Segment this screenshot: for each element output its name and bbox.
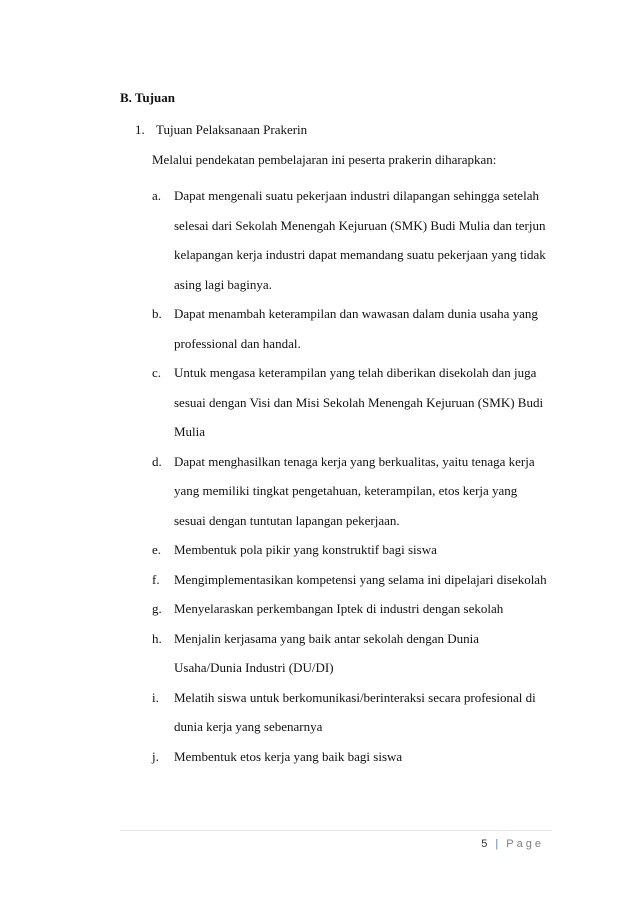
- list-item-continuation: [152, 240, 552, 270]
- list-item-letter: [152, 653, 174, 683]
- list-item-letter: [152, 211, 174, 241]
- list-item-letter: b.: [152, 306, 162, 321]
- list-item-text: Membentuk etos kerja yang baik bagi siswa: [174, 748, 403, 764]
- list-item-continuation: [152, 329, 552, 359]
- list-item-letter: [152, 712, 174, 742]
- list-item-text: Dapat menghasilkan tenaga kerja yang berkualitas, yaitu tenaga kerja: [174, 453, 535, 469]
- page-label: Page: [506, 838, 544, 850]
- list-item-letter: i.: [152, 689, 159, 705]
- list-item: [152, 535, 552, 565]
- list-item-letter: g.: [152, 601, 162, 616]
- footer-divider: [120, 830, 552, 831]
- list-item-letter: h.: [152, 630, 162, 646]
- list-item-letter: d.: [152, 453, 162, 469]
- list-item: [152, 594, 552, 624]
- objectives-list: [152, 181, 552, 771]
- list-item-letter: e.: [152, 542, 162, 557]
- list-item-text: sesuai dengan tuntutan lapangan pekerjaan.: [174, 512, 400, 528]
- list-item-continuation: [152, 388, 552, 418]
- list-item-text: professional dan handal.: [174, 335, 301, 351]
- list-item-letter: a.: [152, 188, 162, 203]
- list-item-text: Dapat mengenali suatu pekerjaan industri dilapangan sehingga setelah: [174, 188, 539, 203]
- list-item-continuation: [152, 211, 552, 241]
- list-item-text: Melatih siswa untuk berkomunikasi/berinteraksi secara profesional di: [174, 689, 536, 705]
- list-item-text: Menjalin kerjasama yang baik antar sekolah dengan Dunia: [174, 630, 480, 646]
- list-item: [152, 565, 552, 595]
- footer-separator: |: [495, 838, 499, 850]
- subsection-title: Tujuan Pelaksanaan Prakerin: [156, 122, 308, 137]
- list-item-text: Mengimplementasikan kompetensi yang selama ini dipelajari disekolah: [174, 571, 547, 587]
- list-item-letter: [152, 417, 174, 447]
- list-item: [152, 624, 552, 654]
- list-item-letter: [152, 329, 174, 359]
- list-item-text: sesuai dengan Visi dan Misi Sekolah Menengah Kejuruan (SMK) Budi: [174, 394, 544, 410]
- list-item: [152, 181, 552, 211]
- list-item: [152, 742, 552, 772]
- list-item-letter: c.: [152, 365, 162, 380]
- list-item-letter: [152, 476, 174, 506]
- list-item-letter: j.: [152, 748, 159, 764]
- list-item-text: Mulia: [174, 424, 206, 439]
- section-heading: B. Tujuan: [120, 90, 175, 105]
- list-item-continuation: [152, 653, 552, 683]
- list-item-letter: [152, 270, 174, 300]
- list-item: [152, 683, 552, 713]
- list-item-text: selesai dari Sekolah Menengah Kejuruan (SMK) Budi Mulia dan terjun: [174, 217, 546, 233]
- list-item-continuation: [152, 506, 552, 536]
- list-item: [152, 299, 552, 329]
- intro-paragraph: Melalui pendekatan pembelajaran ini peserta prakerin diharapkan:: [152, 152, 497, 167]
- subsection-heading: [135, 122, 307, 138]
- list-item-text: Untuk mengasa keterampilan yang telah diberikan disekolah dan juga: [174, 365, 537, 380]
- page-footer: [481, 838, 544, 850]
- list-item-text: Membentuk pola pikir yang konstruktif bagi siswa: [174, 542, 437, 557]
- list-item-continuation: [152, 712, 552, 742]
- list-item-continuation: [152, 270, 552, 300]
- list-item: [152, 447, 552, 477]
- list-item-continuation: [152, 417, 552, 447]
- list-item-letter: f.: [152, 571, 160, 587]
- list-item-text: Usaha/Dunia Industri (DU/DI): [174, 660, 334, 675]
- list-item-text: kelapangan kerja industri dapat memandang suatu pekerjaan yang tidak: [174, 247, 546, 262]
- subsection-number: 1.: [135, 122, 145, 137]
- list-item-text: dunia kerja yang sebenarnya: [174, 719, 323, 734]
- list-item-letter: [152, 506, 174, 536]
- list-item: [152, 358, 552, 388]
- list-item-letter: [152, 240, 174, 270]
- page-number: 5: [481, 838, 488, 850]
- list-item-text: Dapat menambah keterampilan dan wawasan dalam dunia usaha yang: [174, 306, 538, 321]
- list-item-letter: [152, 388, 174, 418]
- list-item-text: yang memiliki tingkat pengetahuan, keterampilan, etos kerja yang: [174, 483, 518, 498]
- list-item-text: Menyelaraskan perkembangan Iptek di industri dengan sekolah: [174, 601, 504, 616]
- list-item-continuation: [152, 476, 552, 506]
- list-item-text: asing lagi baginya.: [174, 276, 272, 292]
